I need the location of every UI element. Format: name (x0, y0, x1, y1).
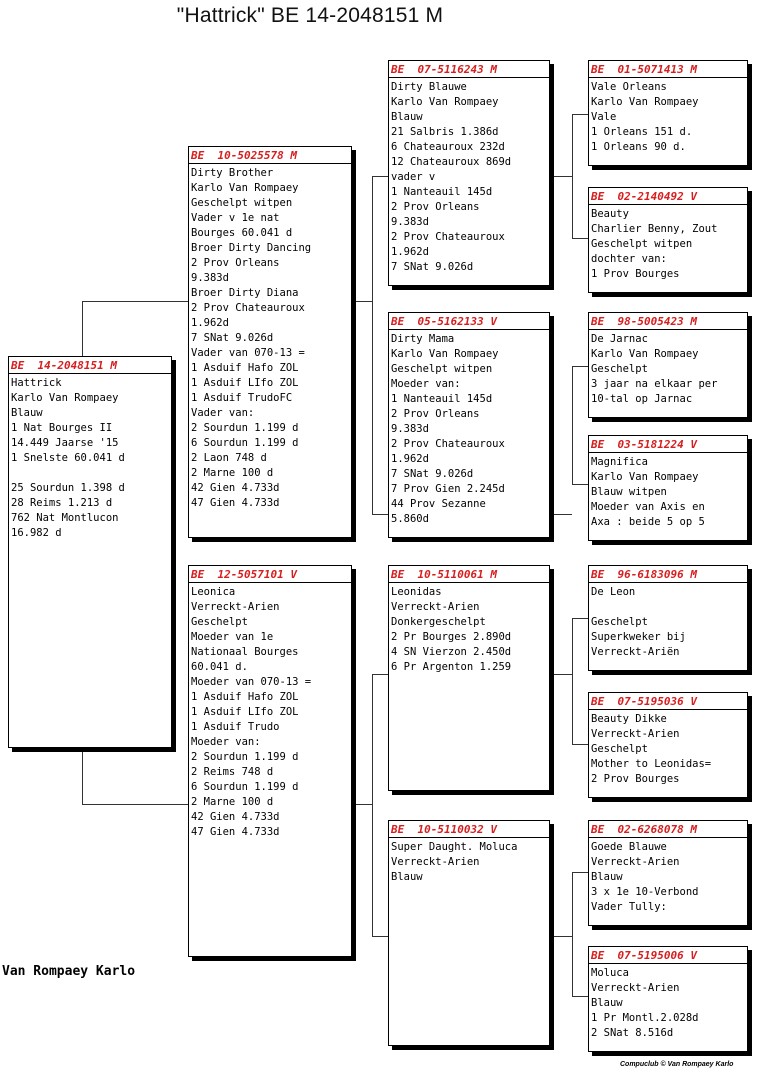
divider (389, 329, 551, 330)
ring-number: BE 05-5162133 V (391, 315, 497, 328)
detail-line: Blauw (391, 871, 423, 883)
detail-line: Blauw (11, 407, 43, 419)
detail-line: 42 Gien 4.733d (191, 482, 280, 494)
detail-line: 1 Asduif Trudo (191, 721, 280, 733)
ring-number: BE 07-5116243 M (391, 63, 497, 76)
divider (389, 77, 551, 78)
detail-line: Broer Dirty Dancing (191, 242, 312, 254)
detail-line: Verreckt-Arien (591, 728, 680, 740)
pigeon-card-dam-sire (388, 565, 550, 791)
detail-line: 7 SNat 9.026d (191, 332, 274, 344)
detail-line: Hattrick (11, 377, 62, 389)
detail-line: 9.383d (391, 216, 429, 228)
detail-line: Goede Blauwe (591, 841, 667, 853)
detail-line: 2 Prov Orleans (191, 257, 280, 269)
owner-name: Van Rompaey Karlo (2, 964, 136, 979)
detail-line: 1 Orleans 151 d. (591, 126, 693, 138)
pigeon-details (391, 585, 549, 675)
detail-line: 21 Salbris 1.386d (391, 126, 499, 138)
detail-line: 60.041 d. (191, 661, 248, 673)
detail-line: 1 Asduif Hafo ZOL (191, 362, 299, 374)
pigeon-card-dsd (588, 692, 748, 798)
detail-line: dochter van: (591, 253, 667, 265)
detail-line: Geschelpt (591, 616, 648, 628)
detail-line: 2 Sourdun 1.199 d (191, 751, 299, 763)
ring-number: BE 10-5025578 M (191, 149, 297, 162)
detail-line: vader v (391, 171, 436, 183)
pigeon-card-ddd (588, 946, 748, 1052)
detail-line: 1 Orleans 90 d. (591, 141, 686, 153)
detail-line: Blauw witpen (591, 486, 667, 498)
divider (589, 582, 749, 583)
detail-line: Vader van 070-13 = (191, 347, 305, 359)
detail-line: Dirty Mama (391, 333, 455, 345)
detail-line: Axa : beide 5 op 5 (591, 516, 705, 528)
detail-line: Vader van: (191, 407, 255, 419)
detail-line: 6 Sourdun 1.199 d (191, 437, 299, 449)
detail-line: Vader v 1e nat (191, 212, 280, 224)
divider (589, 204, 749, 205)
detail-line: Dirty Brother (191, 167, 274, 179)
divider (389, 837, 551, 838)
detail-line: Bourges 60.041 d (191, 227, 293, 239)
pigeon-card-sdd (588, 435, 748, 541)
detail-line (591, 600, 747, 615)
pigeon-card-ssd (588, 187, 748, 293)
detail-line: Geschelpt witpen (591, 238, 693, 250)
ring-number: BE 07-5195006 V (591, 949, 697, 962)
detail-line: 16.982 d (11, 527, 62, 539)
detail-line: 1 Asduif TrudoFC (191, 392, 293, 404)
divider (589, 77, 749, 78)
divider (589, 452, 749, 453)
pigeon-details (191, 166, 351, 511)
detail-line: 25 Sourdun 1.398 d (11, 482, 125, 494)
ring-number: BE 96-6183096 M (591, 568, 697, 581)
divider (189, 582, 353, 583)
detail-line: 12 Chateauroux 869d (391, 156, 512, 168)
detail-line: 1.962d (391, 453, 429, 465)
detail-line: Broer Dirty Diana (191, 287, 299, 299)
detail-line: Moeder van: (391, 378, 461, 390)
detail-line: Geschelpt (591, 743, 648, 755)
pigeon-details (391, 80, 549, 275)
pigeon-details (591, 712, 747, 787)
detail-line: 6 Chateauroux 232d (391, 141, 505, 153)
detail-line: Verreckt-Arien (391, 601, 480, 613)
divider (589, 329, 749, 330)
pigeon-card-root (8, 356, 172, 748)
detail-line: 2 Reims 748 d (191, 766, 274, 778)
detail-line: 5.860d (391, 513, 429, 525)
detail-line: 47 Gien 4.733d (191, 826, 280, 838)
divider (589, 963, 749, 964)
detail-line: 10-tal op Jarnac (591, 393, 693, 405)
detail-line: Donkergeschelpt (391, 616, 486, 628)
pigeon-card-sire (188, 146, 352, 538)
detail-line: 1 Pr Montl.2.028d (591, 1012, 699, 1024)
detail-line: 1 Asduif LIfo ZOL (191, 706, 299, 718)
detail-line: De Jarnac (591, 333, 648, 345)
pigeon-details (591, 840, 747, 915)
pigeon-card-sire-sire (388, 60, 550, 286)
detail-line: 1.962d (391, 246, 429, 258)
detail-line: 1 Nanteauil 145d (391, 393, 493, 405)
ring-number: BE 03-5181224 V (591, 438, 697, 451)
detail-line: 14.449 Jaarse '15 (11, 437, 119, 449)
detail-line: 2 Marne 100 d (191, 467, 274, 479)
detail-line: Beauty Dikke (591, 713, 667, 725)
detail-line: Geschelpt (191, 616, 248, 628)
detail-line: Blauw (591, 997, 623, 1009)
pigeon-details (591, 585, 747, 660)
detail-line: 9.383d (191, 272, 229, 284)
pigeon-card-sds (588, 312, 748, 418)
detail-line: 2 Prov Chateauroux (391, 438, 505, 450)
detail-line: 2 Prov Orleans (391, 201, 480, 213)
detail-line: Karlo Van Rompaey (391, 96, 499, 108)
detail-line: Verreckt-Arien (591, 856, 680, 868)
detail-line: 7 Prov Gien 2.245d (391, 483, 505, 495)
detail-line: Leonica (191, 586, 236, 598)
detail-line: 6 Pr Argenton 1.259 (391, 661, 512, 673)
detail-line: Verreckt-Arien (591, 982, 680, 994)
detail-line: 1 Snelste 60.041 d (11, 452, 125, 464)
pigeon-details (391, 332, 549, 527)
pigeon-details (591, 332, 747, 407)
pigeon-card-dds (588, 820, 748, 926)
pigeon-card-sire-dam (388, 312, 550, 538)
detail-line: 42 Gien 4.733d (191, 811, 280, 823)
detail-line: 2 Prov Chateauroux (391, 231, 505, 243)
detail-line: Karlo Van Rompaey (591, 348, 699, 360)
ring-number: BE 02-2140492 V (591, 190, 697, 203)
ring-number: BE 98-5005423 M (591, 315, 697, 328)
detail-line: Leonidas (391, 586, 442, 598)
pigeon-card-dss (588, 565, 748, 671)
ring-number: BE 12-5057101 V (191, 568, 297, 581)
detail-line: Karlo Van Rompaey (591, 471, 699, 483)
detail-line: Geschelpt witpen (391, 363, 493, 375)
detail-line: Vader Tully: (591, 901, 667, 913)
detail-line: 47 Gien 4.733d (191, 497, 280, 509)
pigeon-details (591, 207, 747, 282)
detail-line: Dirty Blauwe (391, 81, 467, 93)
detail-line: Geschelpt (591, 363, 648, 375)
pigeon-details (591, 455, 747, 530)
ring-number: BE 10-5110032 V (391, 823, 497, 836)
detail-line: 3 jaar na elkaar per (591, 378, 718, 390)
detail-line: Nationaal Bourges (191, 646, 299, 658)
pigeon-card-dam (188, 565, 352, 957)
pigeon-details (191, 585, 351, 840)
detail-line: 7 SNat 9.026d (391, 468, 474, 480)
pigeon-details (11, 376, 171, 541)
detail-line: 2 Prov Orleans (391, 408, 480, 420)
detail-line: 2 Prov Chateauroux (191, 302, 305, 314)
detail-line: Verreckt-Ariën (591, 646, 680, 658)
detail-line: Superkweker bij (591, 631, 686, 643)
detail-line: 2 Marne 100 d (191, 796, 274, 808)
detail-line: 44 Prov Sezanne (391, 498, 486, 510)
detail-line: 1 Nanteauil 145d (391, 186, 493, 198)
detail-line: 1 Asduif LIfo ZOL (191, 377, 299, 389)
detail-line: Verreckt-Arien (191, 601, 280, 613)
detail-line: 2 Prov Bourges (591, 773, 680, 785)
detail-line: Moluca (591, 967, 629, 979)
detail-line (11, 466, 171, 481)
detail-line: 9.383d (391, 423, 429, 435)
detail-line: 2 Sourdun 1.199 d (191, 422, 299, 434)
detail-line: De Leon (591, 586, 636, 598)
pigeon-details (591, 966, 747, 1041)
detail-line: 7 SNat 9.026d (391, 261, 474, 273)
detail-line: Mother to Leonidas= (591, 758, 712, 770)
pigeon-card-dam-dam (388, 820, 550, 1046)
pigeon-details (591, 80, 747, 155)
detail-line: Vale (591, 111, 617, 123)
divider (9, 373, 173, 374)
detail-line: Verreckt-Arien (391, 856, 480, 868)
detail-line: Karlo Van Rompaey (591, 96, 699, 108)
ring-number: BE 10-5110061 M (391, 568, 497, 581)
ring-number: BE 01-5071413 M (591, 63, 697, 76)
detail-line: Moeder van: (191, 736, 261, 748)
detail-line: Blauw (591, 871, 623, 883)
detail-line: Karlo Van Rompaey (11, 392, 119, 404)
detail-line: 1 Nat Bourges II (11, 422, 113, 434)
detail-line: Charlier Benny, Zout (591, 223, 718, 235)
pigeon-details (391, 840, 549, 885)
detail-line: Karlo Van Rompaey (191, 182, 299, 194)
detail-line: Super Daught. Moluca (391, 841, 518, 853)
detail-line: Magnifica (591, 456, 648, 468)
detail-line: 6 Sourdun 1.199 d (191, 781, 299, 793)
detail-line: 4 SN Vierzon 2.450d (391, 646, 512, 658)
pigeon-card-sss (588, 60, 748, 166)
detail-line: Blauw (391, 111, 423, 123)
detail-line: Karlo Van Rompaey (391, 348, 499, 360)
footer-credit: Compuclub © Van Rompaey Karlo (620, 1061, 734, 1068)
detail-line: Vale Orleans (591, 81, 667, 93)
detail-line: 2 Pr Bourges 2.890d (391, 631, 512, 643)
detail-line: 3 x 1e 10-Verbond (591, 886, 699, 898)
detail-line: 28 Reims 1.213 d (11, 497, 113, 509)
detail-line: 1.962d (191, 317, 229, 329)
detail-line: 762 Nat Montlucon (11, 512, 119, 524)
ring-number: BE 14-2048151 M (11, 359, 117, 372)
ring-number: BE 07-5195036 V (591, 695, 697, 708)
ring-number: BE 02-6268078 M (591, 823, 697, 836)
detail-line: Moeder van 070-13 = (191, 676, 312, 688)
detail-line: Moeder van Axis en (591, 501, 705, 513)
page-title: "Hattrick" BE 14-2048151 M (176, 4, 444, 27)
divider (589, 837, 749, 838)
detail-line: 1 Prov Bourges (591, 268, 680, 280)
detail-line: Moeder van 1e (191, 631, 274, 643)
detail-line: Beauty (591, 208, 629, 220)
detail-line: 2 SNat 8.516d (591, 1027, 674, 1039)
detail-line: Geschelpt witpen (191, 197, 293, 209)
detail-line: 1 Asduif Hafo ZOL (191, 691, 299, 703)
detail-line: 2 Laon 748 d (191, 452, 267, 464)
divider (389, 582, 551, 583)
divider (189, 163, 353, 164)
divider (589, 709, 749, 710)
